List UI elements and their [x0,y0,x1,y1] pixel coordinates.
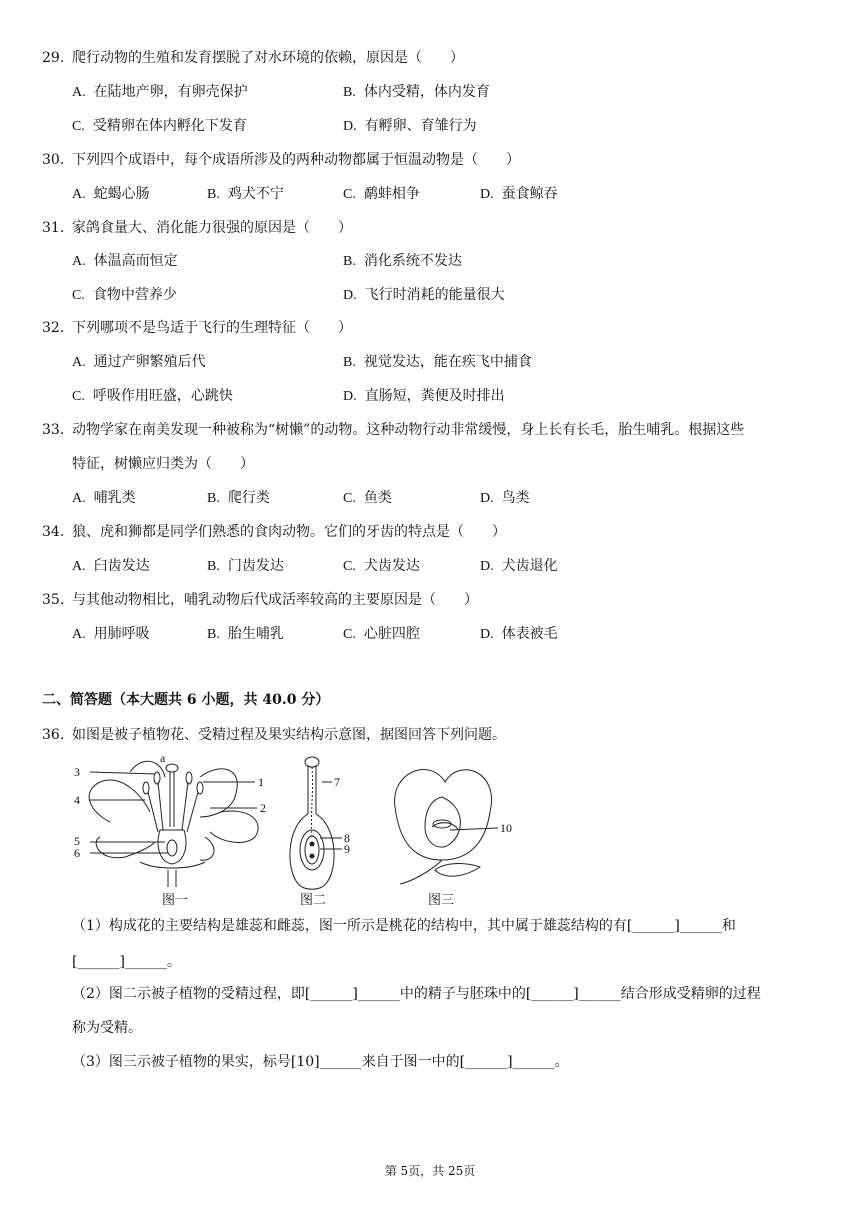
fig3-label-10: 10 [500,821,512,835]
option-b: B. 爬行类 [207,490,270,506]
sub-question-2-continued: 称为受精。 [72,1020,142,1036]
question-number: 29. [42,50,65,66]
fig1-label-5: 5 [74,834,80,848]
option-a: A. 体温高而恒定 [72,253,178,269]
fig1-caption: 图一 [162,893,189,908]
option-d: D. 体表被毛 [480,626,558,642]
question-text: 与其他动物相比，哺乳动物后代成活率较高的主要原因是（ ） [72,592,478,608]
sub-question-1: （1）构成花的主要结构是雄蕊和雌蕊，图一所示是桃花的结构中，其中属于雄蕊结构的有[______]______和 [72,918,736,934]
option-a: A. 臼齿发达 [72,558,150,574]
fig1-label-a: a [160,752,166,765]
fig2-label-7: 7 [334,775,340,789]
section-title: 二、简答题（本大题共 6 小题，共 40.0 分） [42,692,330,708]
question-text: 下列哪项不是鸟适于飞行的生理特征（ ） [72,320,352,336]
option-a: A. 在陆地产卵，有卵壳保护 [72,84,248,100]
question-stem [42,150,520,170]
option-c: C. 呼吸作用旺盛，心跳快 [72,388,233,404]
fig1-label-6: 6 [74,846,80,860]
question-stem [42,420,744,440]
question-text: 家鸽食量大、消化能力很强的原因是（ ） [72,220,352,236]
question-number: 36. [42,727,65,743]
option-d: D. 鸟类 [480,490,530,506]
question-stem [42,218,352,238]
fig1-label-3: 3 [74,765,80,779]
fig2-label-8: 8 [344,831,350,845]
fig1-label-1: 1 [258,775,264,789]
fig2-caption: 图二 [300,893,327,908]
page-footer: 第 5页，共 25页 [384,1164,476,1178]
option-c: C. 心脏四腔 [343,626,420,642]
question-number: 32. [42,320,65,336]
option-b: B. 门齿发达 [207,558,284,574]
question-text: 如图是被子植物花、受精过程及果实结构示意图，据图回答下列问题。 [72,727,506,743]
fig2-label-9: 9 [344,842,350,856]
question-text: 动物学家在南美发现一种被称为“树懒”的动物。这种动物行动非常缓慢，身上长有长毛，胎生哺乳。根据这些 [72,422,745,438]
option-d: D. 犬齿退化 [480,558,558,574]
question-stem [42,318,352,338]
fig3-caption: 图三 [428,893,455,908]
option-a: A. 通过产卵繁殖后代 [72,354,206,370]
option-d: D. 飞行时消耗的能量很大 [343,287,505,303]
option-a: A. 蛇蝎心肠 [72,186,150,202]
option-d: D. 直肠短，粪便及时排出 [343,388,505,404]
sub-question-2: （2）图二示被子植物的受精过程，即[______]______中的精子与胚珠中的[______]______结合形成受精卵的过程 [72,986,761,1002]
question-text: 下列四个成语中，每个成语所涉及的两种动物都属于恒温动物是（ ） [72,152,520,168]
option-c: C. 鹬蚌相争 [343,186,420,202]
option-b: B. 视觉发达，能在疾飞中捕食 [343,354,532,370]
question-stem-continued: 特征，树懒应归类为（ ） [72,456,254,472]
question-number: 30. [42,152,65,168]
sub-question-1-continued: [______]______。 [72,954,181,970]
option-b: B. 体内受精，体内发育 [343,84,490,100]
question-stem [42,522,506,542]
option-c: C. 食物中营养少 [72,287,177,303]
option-d: D. 蚕食鲸吞 [480,186,558,202]
figure-3-fruit [395,770,498,884]
question-text: 爬行动物的生殖和发育摆脱了对水环境的依赖，原因是（ ） [72,50,464,66]
option-a: A. 用肺呼吸 [72,626,150,642]
option-a: A. 哺乳类 [72,490,136,506]
flower-fertilization-fruit-figure [70,752,540,912]
question-number: 35. [42,592,65,608]
sub-question-3: （3）图三示被子植物的果实，标号[10]______来自于图一中的[______]______。 [72,1054,569,1070]
option-c: C. 犬齿发达 [343,558,420,574]
option-b: B. 消化系统不发达 [343,253,462,269]
option-b: B. 胎生哺乳 [207,626,284,642]
option-d: D. 有孵卵、育雏行为 [343,118,477,134]
question-number: 33. [42,422,65,438]
fig1-label-4: 4 [74,793,80,807]
option-c: C. 鱼类 [343,490,392,506]
option-b: B. 鸡犬不宁 [207,186,284,202]
question-text: 狼、虎和狮都是同学们熟悉的食肉动物。它们的牙齿的特点是（ ） [72,524,506,540]
question-number: 34. [42,524,65,540]
fig1-label-2: 2 [260,801,266,815]
figure-1-flower [89,761,258,887]
question-stem [42,590,478,610]
question-number: 31. [42,220,65,236]
question-stem [42,48,464,68]
option-c: C. 受精卵在体内孵化下发育 [72,118,247,134]
question-36-stem [42,725,506,745]
